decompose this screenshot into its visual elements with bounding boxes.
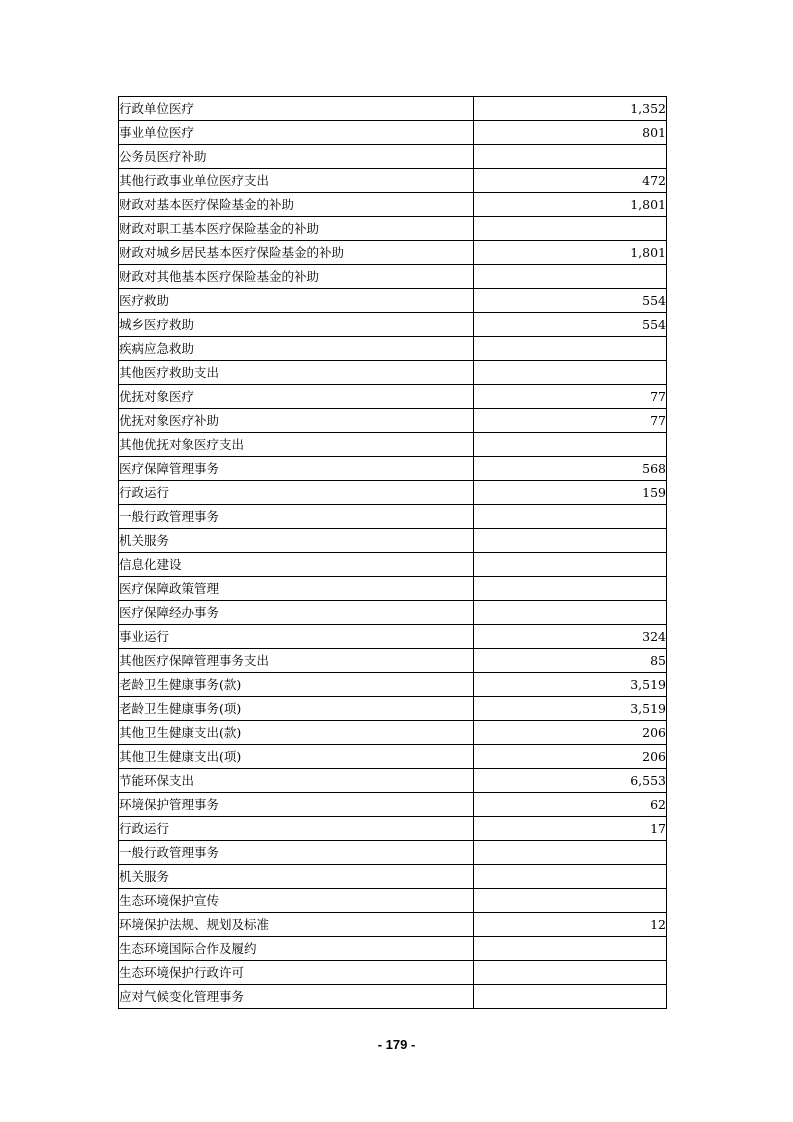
row-value: 801 (474, 121, 667, 145)
table-row (119, 361, 667, 385)
row-value (474, 553, 667, 577)
table-row (119, 529, 667, 553)
row-label: 其他卫生健康支出(款) (119, 721, 474, 745)
row-label: 事业单位医疗 (119, 121, 474, 145)
row-label: 行政单位医疗 (119, 97, 474, 121)
row-label: 优抚对象医疗 (119, 385, 474, 409)
row-label: 行政运行 (119, 817, 474, 841)
row-value (474, 889, 667, 913)
row-label: 应对气候变化管理事务 (119, 985, 474, 1009)
row-value (474, 985, 667, 1009)
row-value: 554 (474, 289, 667, 313)
table-row (119, 505, 667, 529)
row-value (474, 577, 667, 601)
row-label: 财政对城乡居民基本医疗保险基金的补助 (119, 241, 474, 265)
table-row (119, 937, 667, 961)
table-row (119, 217, 667, 241)
row-value: 568 (474, 457, 667, 481)
table-row (119, 457, 667, 481)
row-label: 其他医疗保障管理事务支出 (119, 649, 474, 673)
row-label: 其他行政事业单位医疗支出 (119, 169, 474, 193)
row-label: 财政对其他基本医疗保险基金的补助 (119, 265, 474, 289)
row-value: 206 (474, 745, 667, 769)
row-label: 其他优抚对象医疗支出 (119, 433, 474, 457)
row-value (474, 361, 667, 385)
row-value: 1,352 (474, 97, 667, 121)
table-row (119, 913, 667, 937)
row-value: 1,801 (474, 241, 667, 265)
row-label: 一般行政管理事务 (119, 841, 474, 865)
table-row (119, 577, 667, 601)
table-row (119, 337, 667, 361)
row-label: 其他医疗救助支出 (119, 361, 474, 385)
table-row (119, 481, 667, 505)
row-label: 机关服务 (119, 865, 474, 889)
row-label: 环境保护管理事务 (119, 793, 474, 817)
row-label: 生态环境保护宣传 (119, 889, 474, 913)
row-value (474, 601, 667, 625)
row-value: 77 (474, 385, 667, 409)
row-value (474, 937, 667, 961)
row-value: 62 (474, 793, 667, 817)
table-row (119, 817, 667, 841)
row-label: 财政对职工基本医疗保险基金的补助 (119, 217, 474, 241)
table-row (119, 793, 667, 817)
row-label: 生态环境国际合作及履约 (119, 937, 474, 961)
row-value (474, 433, 667, 457)
table-row (119, 289, 667, 313)
table-row (119, 169, 667, 193)
row-label: 医疗保障经办事务 (119, 601, 474, 625)
row-value: 12 (474, 913, 667, 937)
table-row (119, 313, 667, 337)
row-value (474, 961, 667, 985)
row-value (474, 217, 667, 241)
table-row (119, 241, 667, 265)
table-row (119, 841, 667, 865)
row-label: 行政运行 (119, 481, 474, 505)
table-row (119, 697, 667, 721)
table-row (119, 553, 667, 577)
row-value (474, 865, 667, 889)
table-row (119, 673, 667, 697)
row-value: 159 (474, 481, 667, 505)
row-label: 疾病应急救助 (119, 337, 474, 361)
row-label: 医疗保障管理事务 (119, 457, 474, 481)
table-row (119, 961, 667, 985)
row-label: 一般行政管理事务 (119, 505, 474, 529)
page-number: - 179 - (377, 1037, 416, 1052)
row-label: 优抚对象医疗补助 (119, 409, 474, 433)
row-label: 医疗救助 (119, 289, 474, 313)
table-row (119, 121, 667, 145)
budget-table (118, 96, 667, 1009)
row-value (474, 337, 667, 361)
row-value: 6,553 (474, 769, 667, 793)
row-value: 77 (474, 409, 667, 433)
table-row (119, 145, 667, 169)
table-body (119, 97, 667, 1009)
row-value: 472 (474, 169, 667, 193)
table-row (119, 649, 667, 673)
table-row (119, 889, 667, 913)
table-row (119, 265, 667, 289)
row-label: 公务员医疗补助 (119, 145, 474, 169)
row-label: 环境保护法规、规划及标准 (119, 913, 474, 937)
table-row (119, 433, 667, 457)
table-row (119, 193, 667, 217)
row-label: 事业运行 (119, 625, 474, 649)
row-value (474, 841, 667, 865)
row-value: 3,519 (474, 697, 667, 721)
table-row (119, 985, 667, 1009)
table-row (119, 721, 667, 745)
row-value (474, 145, 667, 169)
table-row (119, 385, 667, 409)
row-label: 城乡医疗救助 (119, 313, 474, 337)
row-label: 节能环保支出 (119, 769, 474, 793)
row-value (474, 505, 667, 529)
row-label: 生态环境保护行政许可 (119, 961, 474, 985)
row-label: 其他卫生健康支出(项) (119, 745, 474, 769)
table-row (119, 769, 667, 793)
row-label: 信息化建设 (119, 553, 474, 577)
table-row (119, 601, 667, 625)
row-value: 17 (474, 817, 667, 841)
row-value: 1,801 (474, 193, 667, 217)
row-value: 3,519 (474, 673, 667, 697)
row-label: 老龄卫生健康事务(项) (119, 697, 474, 721)
row-value (474, 529, 667, 553)
table-row (119, 745, 667, 769)
row-label: 财政对基本医疗保险基金的补助 (119, 193, 474, 217)
row-value: 324 (474, 625, 667, 649)
row-value: 85 (474, 649, 667, 673)
row-label: 老龄卫生健康事务(款) (119, 673, 474, 697)
row-value: 554 (474, 313, 667, 337)
table-row (119, 409, 667, 433)
row-value: 206 (474, 721, 667, 745)
table-row (119, 625, 667, 649)
row-label: 医疗保障政策管理 (119, 577, 474, 601)
table-row (119, 865, 667, 889)
table-row (119, 97, 667, 121)
row-label: 机关服务 (119, 529, 474, 553)
row-value (474, 265, 667, 289)
